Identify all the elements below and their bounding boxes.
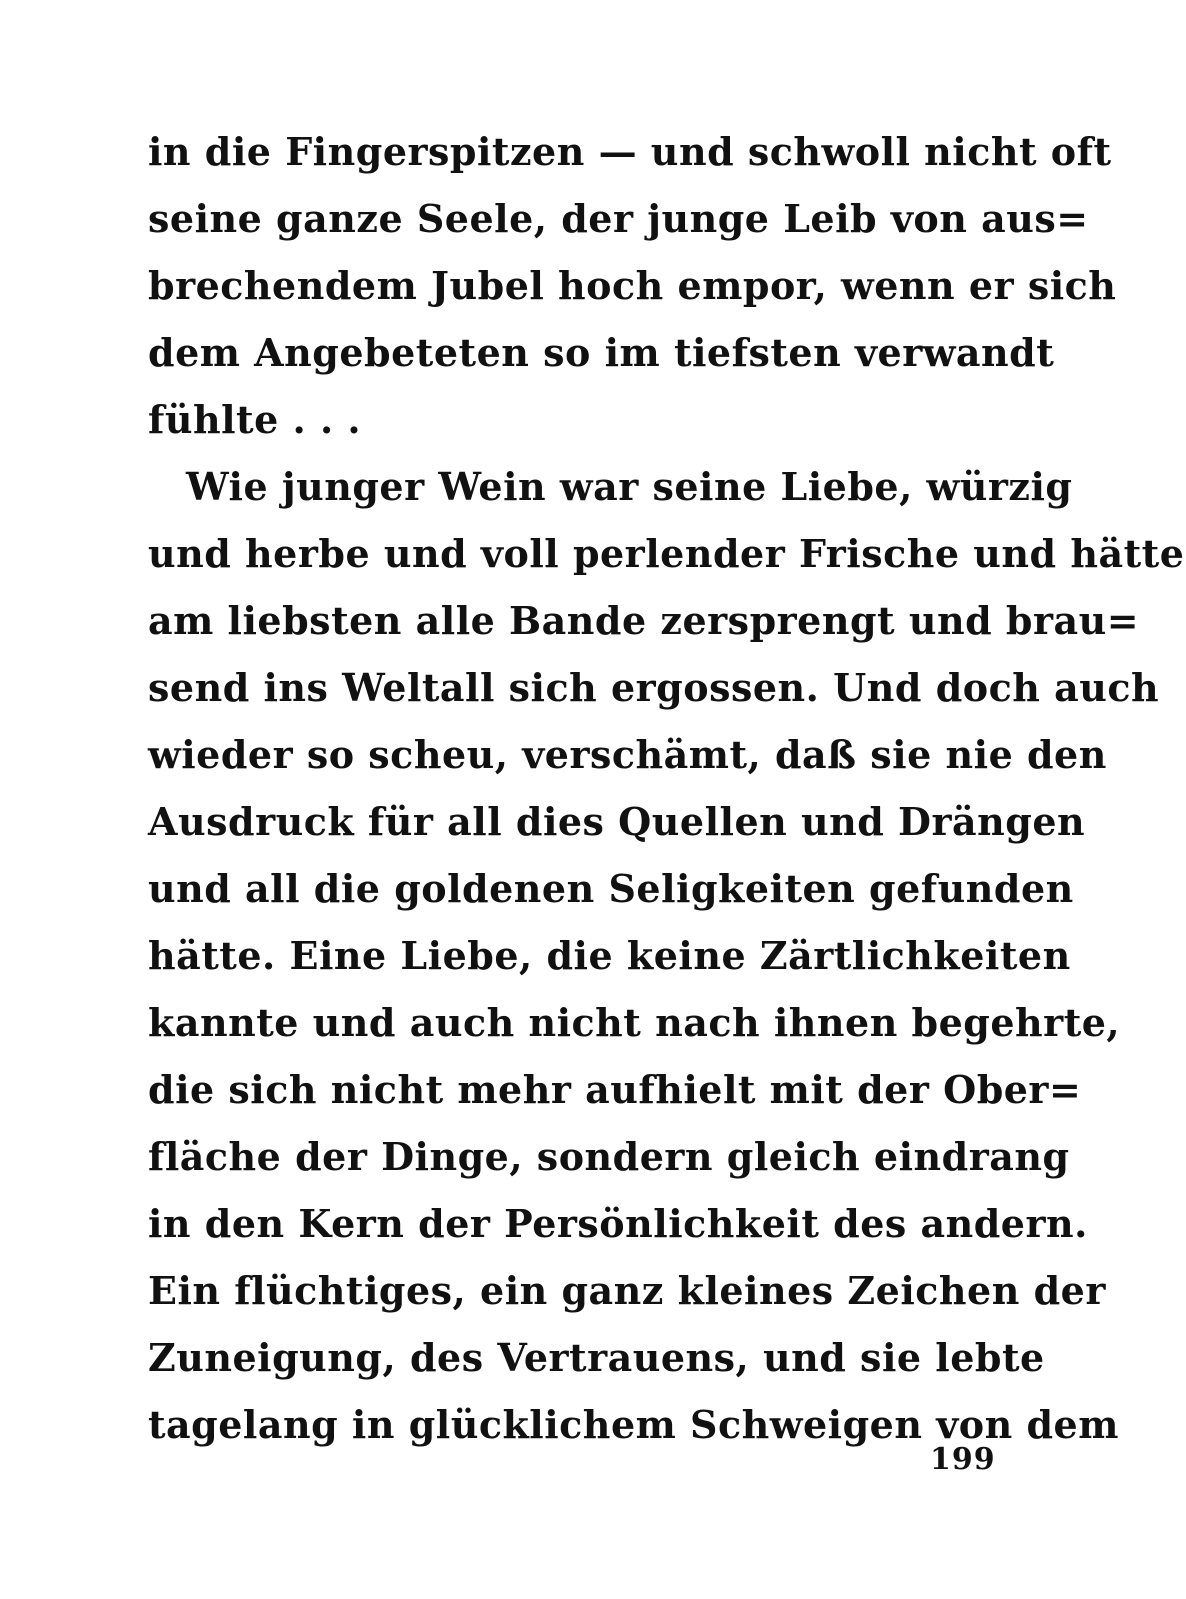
text-line: Zuneigung, des Vertrauens, und sie lebte — [148, 1335, 1045, 1380]
text-line: wieder so scheu, verschämt, daß sie nie den — [148, 732, 1107, 777]
text-line: Wie junger Wein war seine Liebe, würzig — [186, 464, 1073, 509]
text-line: hätte. Eine Liebe, die keine Zärtlichkeiten — [148, 933, 1071, 978]
text-line: tagelang in glücklichem Schweigen von dem — [148, 1402, 1119, 1447]
text-line: Ausdruck für all dies Quellen und Drängen — [148, 799, 1086, 844]
text-line: die sich nicht mehr aufhielt mit der Ober= — [148, 1067, 1082, 1112]
text-line: und all die goldenen Seligkeiten gefunden — [148, 866, 1074, 911]
text-line: fläche der Dinge, sondern gleich eindrang — [148, 1134, 1070, 1179]
text-line: und herbe und voll perlender Frische und hätte — [148, 531, 1185, 576]
text-line: kannte und auch nicht nach ihnen begehrte, — [148, 1000, 1121, 1045]
text-line: brechendem Jubel hoch empor, wenn er sich — [148, 263, 1117, 308]
text-line: send ins Weltall sich ergossen. Und doch auch — [148, 665, 1160, 710]
text-line: in den Kern der Persönlichkeit des andern. — [148, 1201, 1088, 1246]
text-line: dem Angebeteten so im tiefsten verwandt — [148, 330, 1055, 375]
text-line: fühlte . . . — [148, 397, 362, 442]
text-line: Ein flüchtiges, ein ganz kleines Zeichen der — [148, 1268, 1106, 1313]
page-number: 199 — [930, 1442, 996, 1477]
text-line: in die Fingerspitzen — und schwoll nicht oft — [148, 129, 1112, 174]
text-line: am liebsten alle Bande zersprengt und brau= — [148, 598, 1140, 643]
body-text — [148, 118, 1185, 1458]
text-line: seine ganze Seele, der junge Leib von aus= — [148, 196, 1089, 241]
